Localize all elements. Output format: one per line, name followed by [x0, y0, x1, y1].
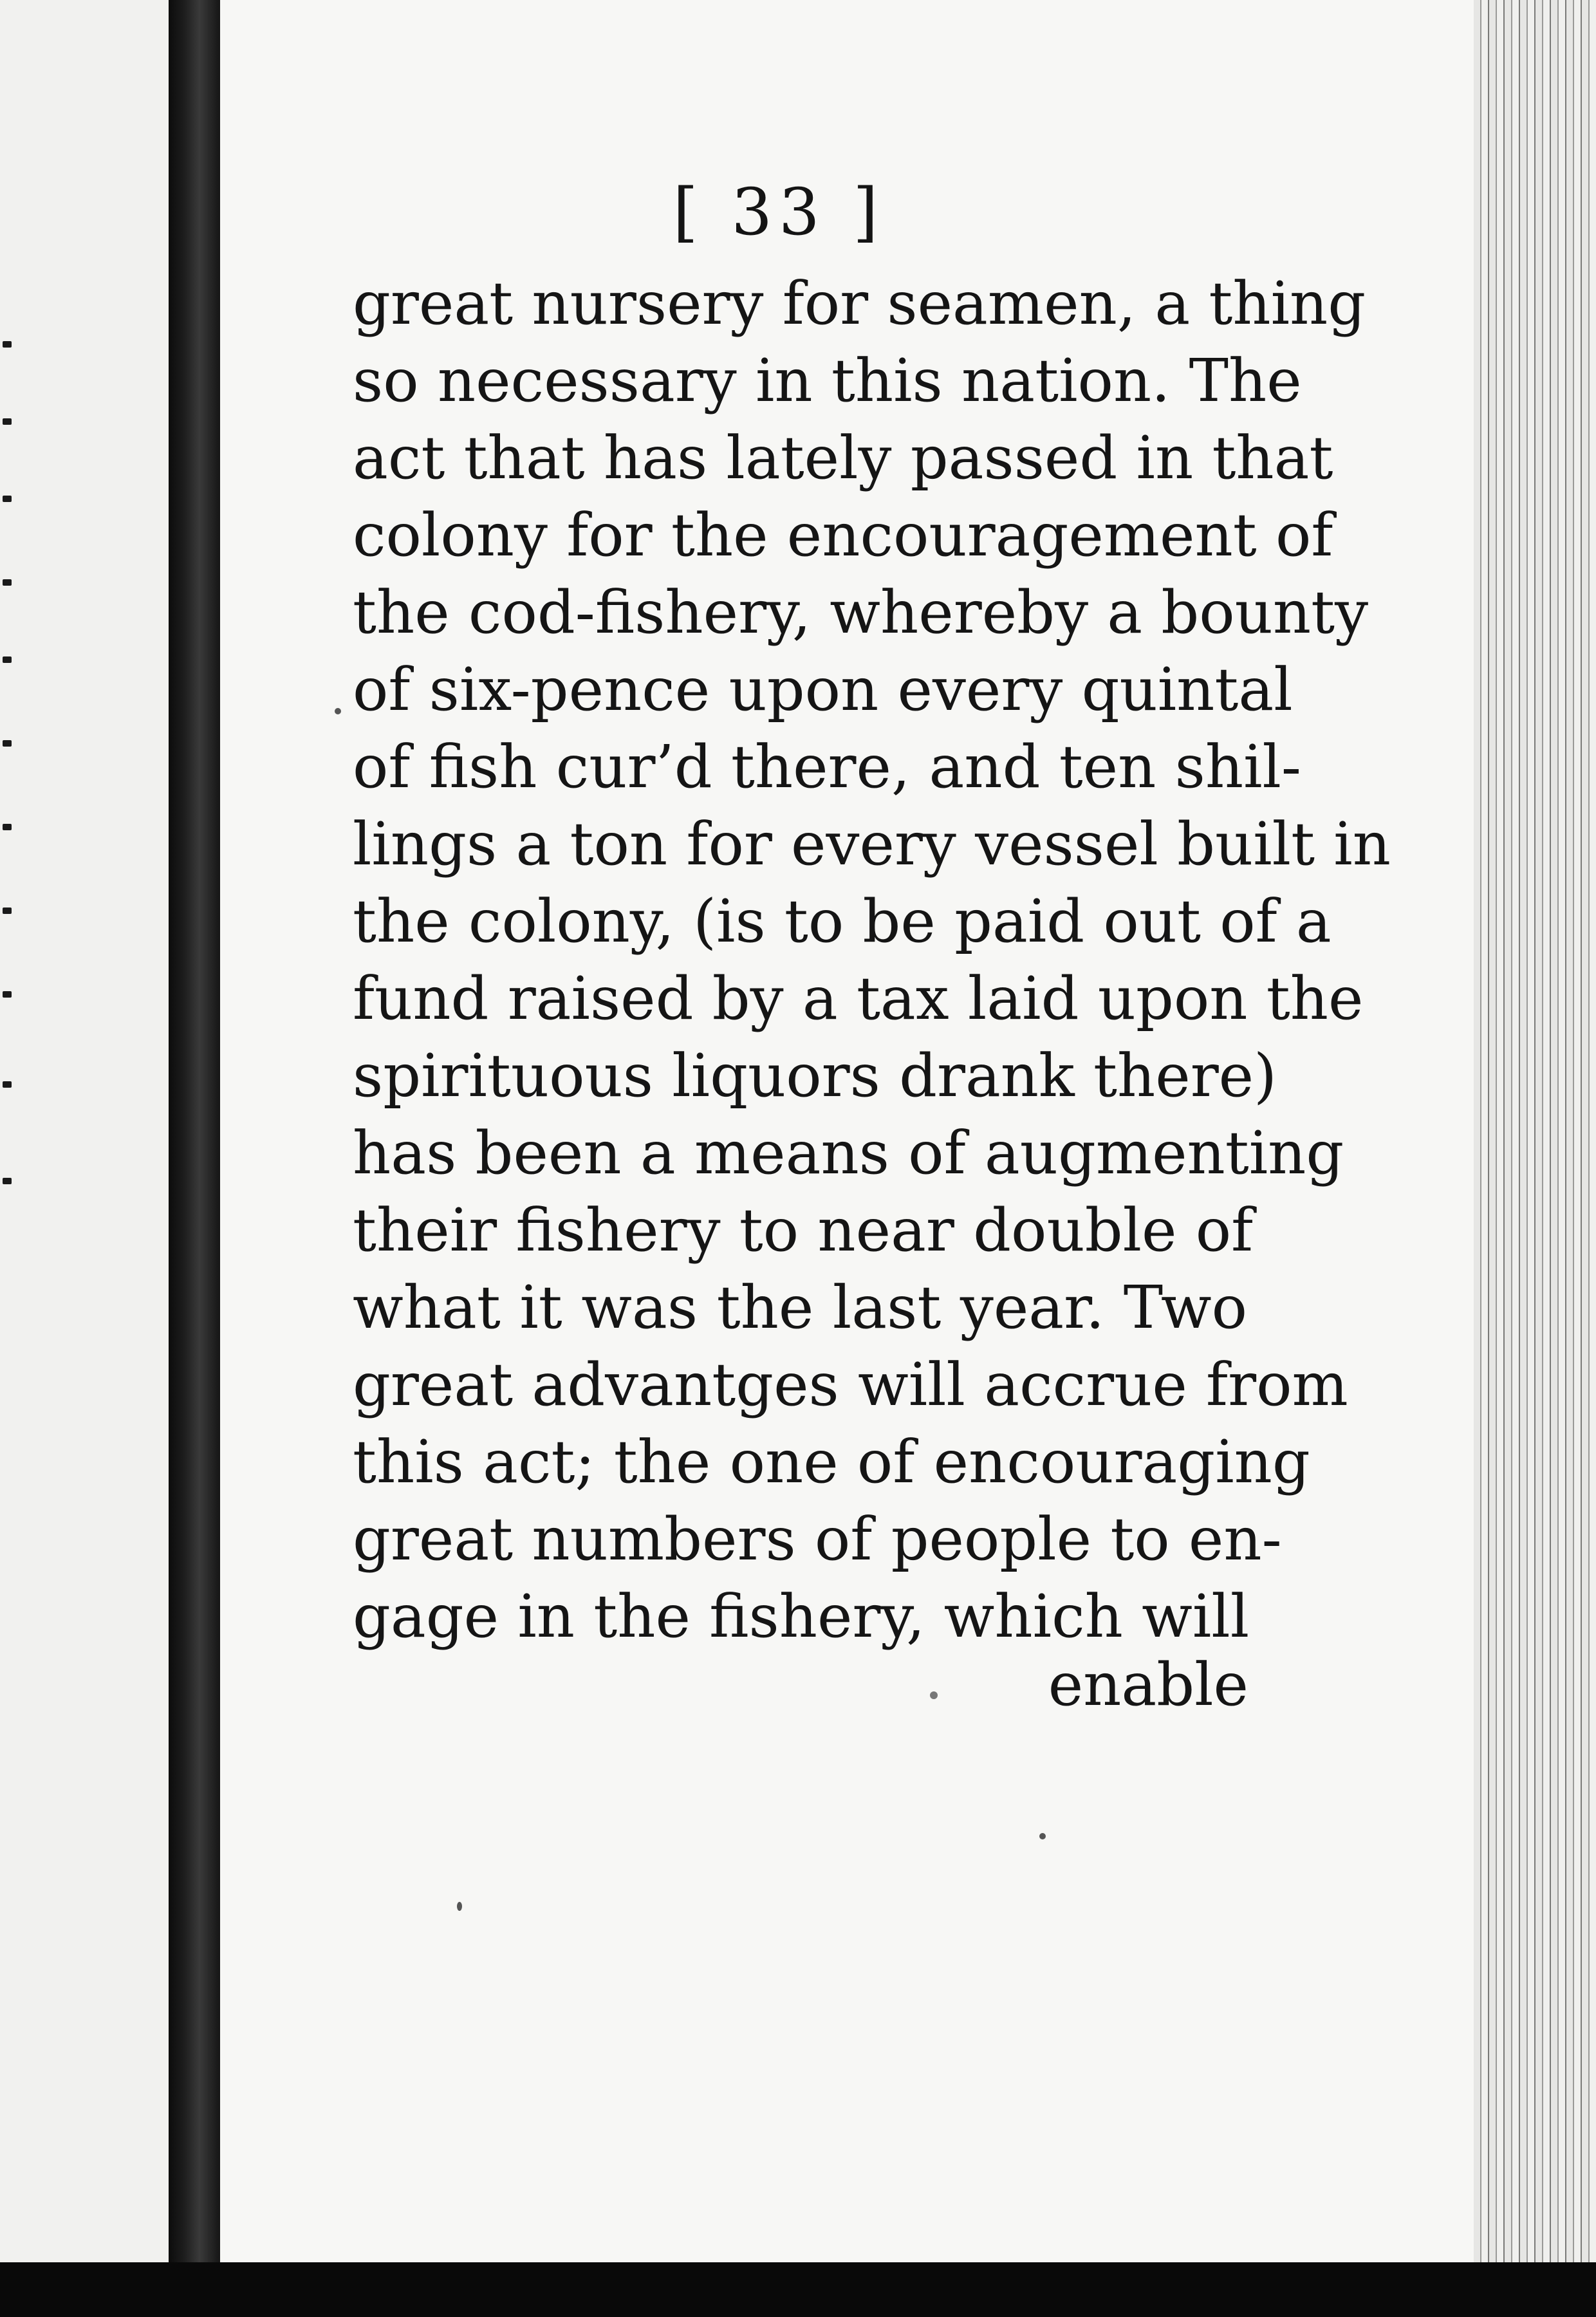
text-line: has been a means of augmenting [353, 1119, 1344, 1187]
text-line: what it was the last year. Two [353, 1273, 1247, 1342]
page-edges [1474, 0, 1596, 2262]
text-line: lings a ton for every vessel built in [353, 810, 1391, 879]
bleed-through-marks [0, 0, 169, 2262]
facing-page-edge [0, 0, 169, 2262]
text-line: their fishery to near double of [353, 1196, 1254, 1265]
text-line: great nursery for seamen, a thing [353, 269, 1366, 338]
ink-speck [335, 708, 341, 714]
text-line: this act; the one of encouraging [353, 1428, 1310, 1496]
text-line: so necessary in this nation. The [353, 346, 1302, 415]
text-line: the colony, (is to be paid out of a [353, 887, 1332, 956]
text-line: great numbers of people to en- [353, 1505, 1282, 1574]
text-line: spirituous liquors drank there) [353, 1041, 1277, 1110]
ink-speck [1039, 1833, 1046, 1839]
text-line: fund raised by a tax laid upon the [353, 964, 1364, 1033]
text-line: great advantges will accrue from [353, 1350, 1348, 1419]
ink-speck [457, 1902, 462, 1911]
body-text [353, 265, 1391, 1655]
text-line: gage in the fishery, which will [353, 1582, 1250, 1651]
page-number: [ 33 ] [673, 174, 885, 250]
text-line: act that has lately passed in that [353, 423, 1333, 492]
catchword: enable [1048, 1650, 1248, 1719]
book-gutter [169, 0, 220, 2262]
ink-speck [930, 1691, 938, 1699]
text-line: of fish cur’d there, and ten shil- [353, 732, 1302, 801]
scan-border [0, 2262, 1596, 2317]
text-line: colony for the encouragement of [353, 501, 1333, 570]
text-line: of six-pence upon every quintal [353, 655, 1293, 724]
text-line: the cod-fishery, whereby a bounty [353, 578, 1369, 647]
